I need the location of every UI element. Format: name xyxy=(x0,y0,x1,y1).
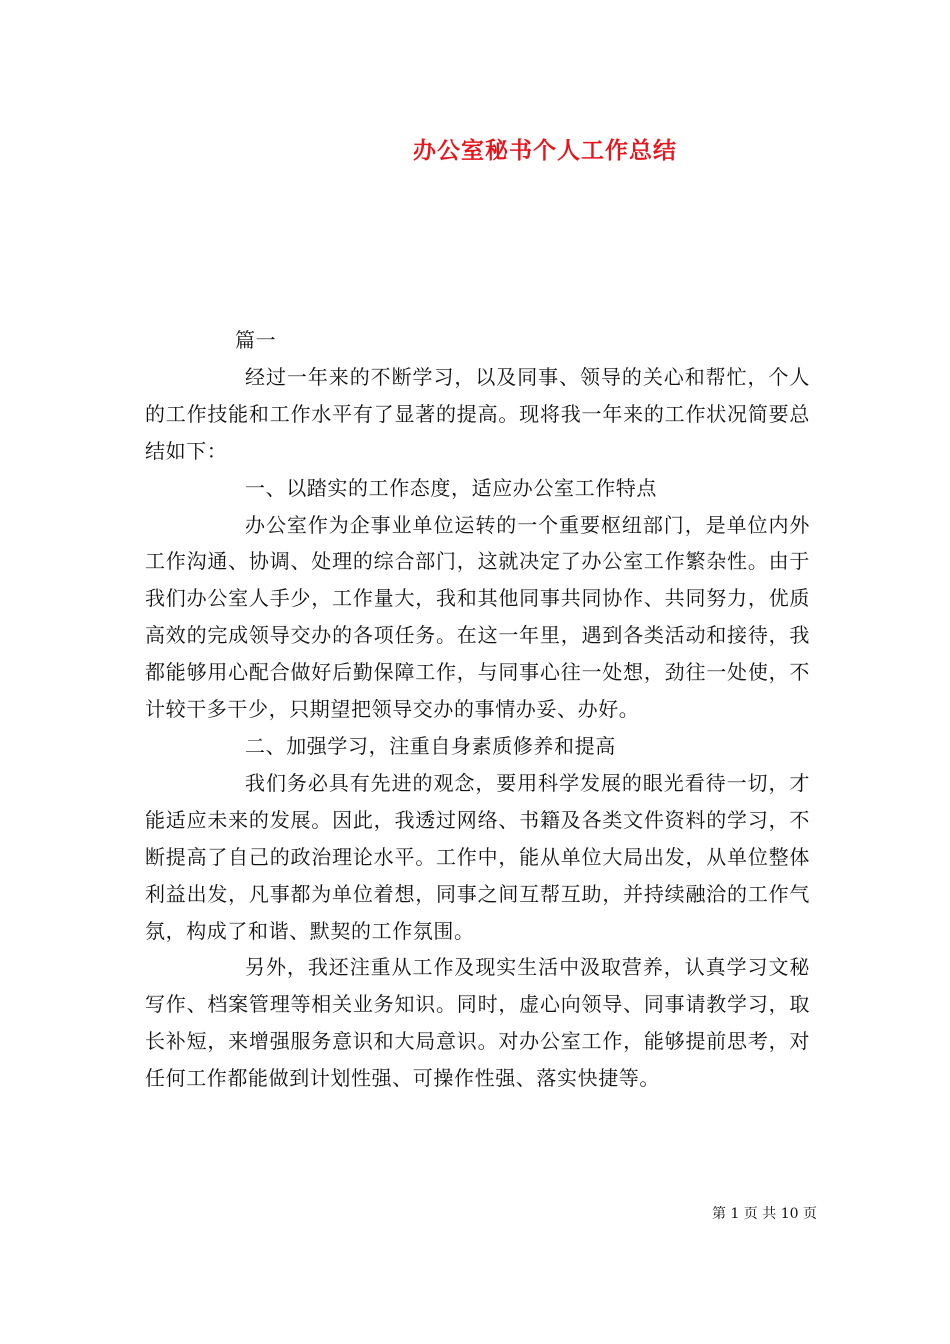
section-label: 篇一 xyxy=(235,328,277,352)
heading-section-one: 一、以踏实的工作态度，适应办公室工作特点 xyxy=(245,475,657,500)
paragraph-intro: 经过一年来的不断学习，以及同事、领导的关心和帮忙，个人的工作技能和工作水平有了显著的提高。现将我一年来的工作状况简要总结如下： xyxy=(145,364,810,463)
document-body xyxy=(145,322,810,1097)
paragraph-section-one: 办公室作为企事业单位运转的一个重要枢纽部门，是单位内外工作沟通、协调、处理的综合部门，这就决定了办公室工作繁杂性。由于我们办公室人手少，工作量大，我和其他同事共同协作、共同努力，优质高效的完成领导交办的各项任务。在这一年里，遇到各类活动和接待，我都能够用心配合做好后勤保障工作，与同事心往一处想，劲往一处使，不计较干多干少，只期望把领导交办的事情办妥、办好。 xyxy=(145,512,810,722)
paragraph-section-two: 我们务必具有先进的观念，要用科学发展的眼光看待一切，才能适应未来的发展。因此，我透过网络、书籍及各类文件资料的学习，不断提高了自己的政治理论水平。工作中，能从单位大局出发，从单位整体利益出发，凡事都为单位着想，同事之间互帮互助，并持续融洽的工作气氛，构成了和谐、默契的工作氛围。 xyxy=(145,770,810,943)
paragraph-additional: 另外，我还注重从工作及现实生活中汲取营养，认真学习文秘写作、档案管理等相关业务知识。同时，虚心向领导、同事请教学习，取长补短，来增强服务意识和大局意识。对办公室工作，能够提前思考，对任何工作都能做到计划性强、可操作性强、落实快捷等。 xyxy=(145,955,810,1091)
page-number-footer: 第 1 页 共 10 页 xyxy=(712,1206,817,1222)
document-title: 办公室秘书个人工作总结 xyxy=(413,137,677,164)
heading-section-two: 二、加强学习，注重自身素质修养和提高 xyxy=(245,733,616,758)
